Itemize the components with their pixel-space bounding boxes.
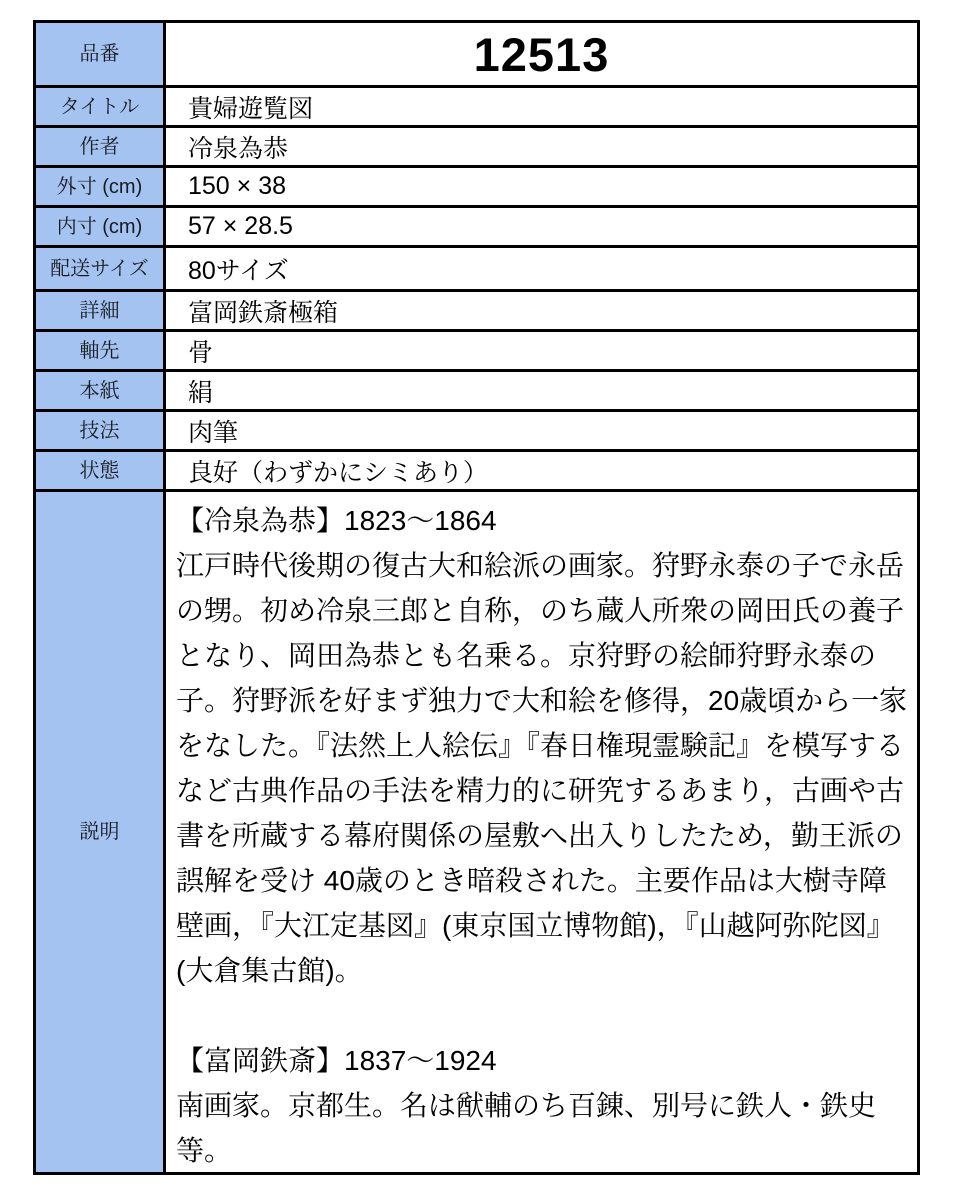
description-blank-line bbox=[176, 993, 909, 1038]
artist-value: 冷泉為恭 bbox=[188, 134, 289, 163]
row-item-number bbox=[36, 23, 917, 88]
description-label: 説明 bbox=[36, 492, 166, 1172]
row-outer-size bbox=[36, 168, 917, 208]
material-label: 本紙 bbox=[36, 372, 166, 409]
item-number-label: 品番 bbox=[36, 23, 166, 85]
details-value: 富岡鉄斎極箱 bbox=[188, 298, 339, 327]
inner-size-value: 57 × 28.5 bbox=[188, 212, 293, 240]
item-number-value: 12513 bbox=[473, 27, 610, 81]
material-value: 絹 bbox=[188, 378, 214, 407]
row-technique bbox=[36, 412, 917, 452]
condition-value: 良好（わずかにシミあり） bbox=[188, 458, 489, 487]
technique-value: 肉筆 bbox=[188, 418, 239, 447]
roller-ends-value: 骨 bbox=[188, 338, 214, 367]
row-condition bbox=[36, 452, 917, 492]
outer-size-label: 外寸 (cm) bbox=[36, 168, 166, 205]
condition-label: 状態 bbox=[36, 452, 166, 489]
description-body-tomioka: 南画家。京都生。名は猷輔のち百錬、別号に鉄人・鉄史等。 bbox=[176, 1090, 877, 1166]
row-inner-size bbox=[36, 208, 917, 248]
shipping-size-label: 配送サイズ bbox=[36, 248, 166, 289]
description-value bbox=[166, 492, 917, 1172]
technique-label: 技法 bbox=[36, 412, 166, 449]
shipping-size-value: 80サイズ bbox=[188, 256, 289, 285]
row-shipping-size bbox=[36, 248, 917, 292]
row-roller-ends bbox=[36, 332, 917, 372]
item-spec-table bbox=[33, 20, 920, 1175]
roller-ends-label: 軸先 bbox=[36, 332, 166, 369]
row-title bbox=[36, 88, 917, 128]
row-description bbox=[36, 492, 917, 1172]
description-body-reizei: 江戸時代後期の復古大和絵派の画家。狩野永泰の子で永岳の甥。初め冷泉三郎と自称，のち蔵人所衆の岡田氏の養子となり、岡田為恭とも名乗る。京狩野の絵師狩野永泰の子。狩野派を好まず独力で大和絵を修得，20歳頃から一家をなした。『法然上人絵伝』『春日権現霊験記』を模写するなど古典作品の手法を精力的に研究するあまり，古画や古書を所蔵する幕府関係の屋敷へ出入りしたため，勤王派の誤解を受け 40歳のとき暗殺された。主要作品は大樹寺障壁画，『大江定基図』(東京国立博物館)，『山越阿弥陀図』(大倉集古館)。 bbox=[176, 550, 908, 986]
inner-size-label: 内寸 (cm) bbox=[36, 208, 166, 245]
outer-size-value: 150 × 38 bbox=[188, 172, 287, 200]
description-heading-reizei: 【冷泉為恭】1823～1864 bbox=[176, 505, 497, 536]
artist-label: 作者 bbox=[36, 128, 166, 165]
description-heading-tomioka: 【富岡鉄斎】1837～1924 bbox=[176, 1045, 497, 1076]
row-details bbox=[36, 292, 917, 332]
row-artist bbox=[36, 128, 917, 168]
details-label: 詳細 bbox=[36, 292, 166, 329]
title-value: 貴婦遊覧図 bbox=[188, 94, 314, 123]
title-label: タイトル bbox=[36, 88, 166, 125]
row-material bbox=[36, 372, 917, 412]
